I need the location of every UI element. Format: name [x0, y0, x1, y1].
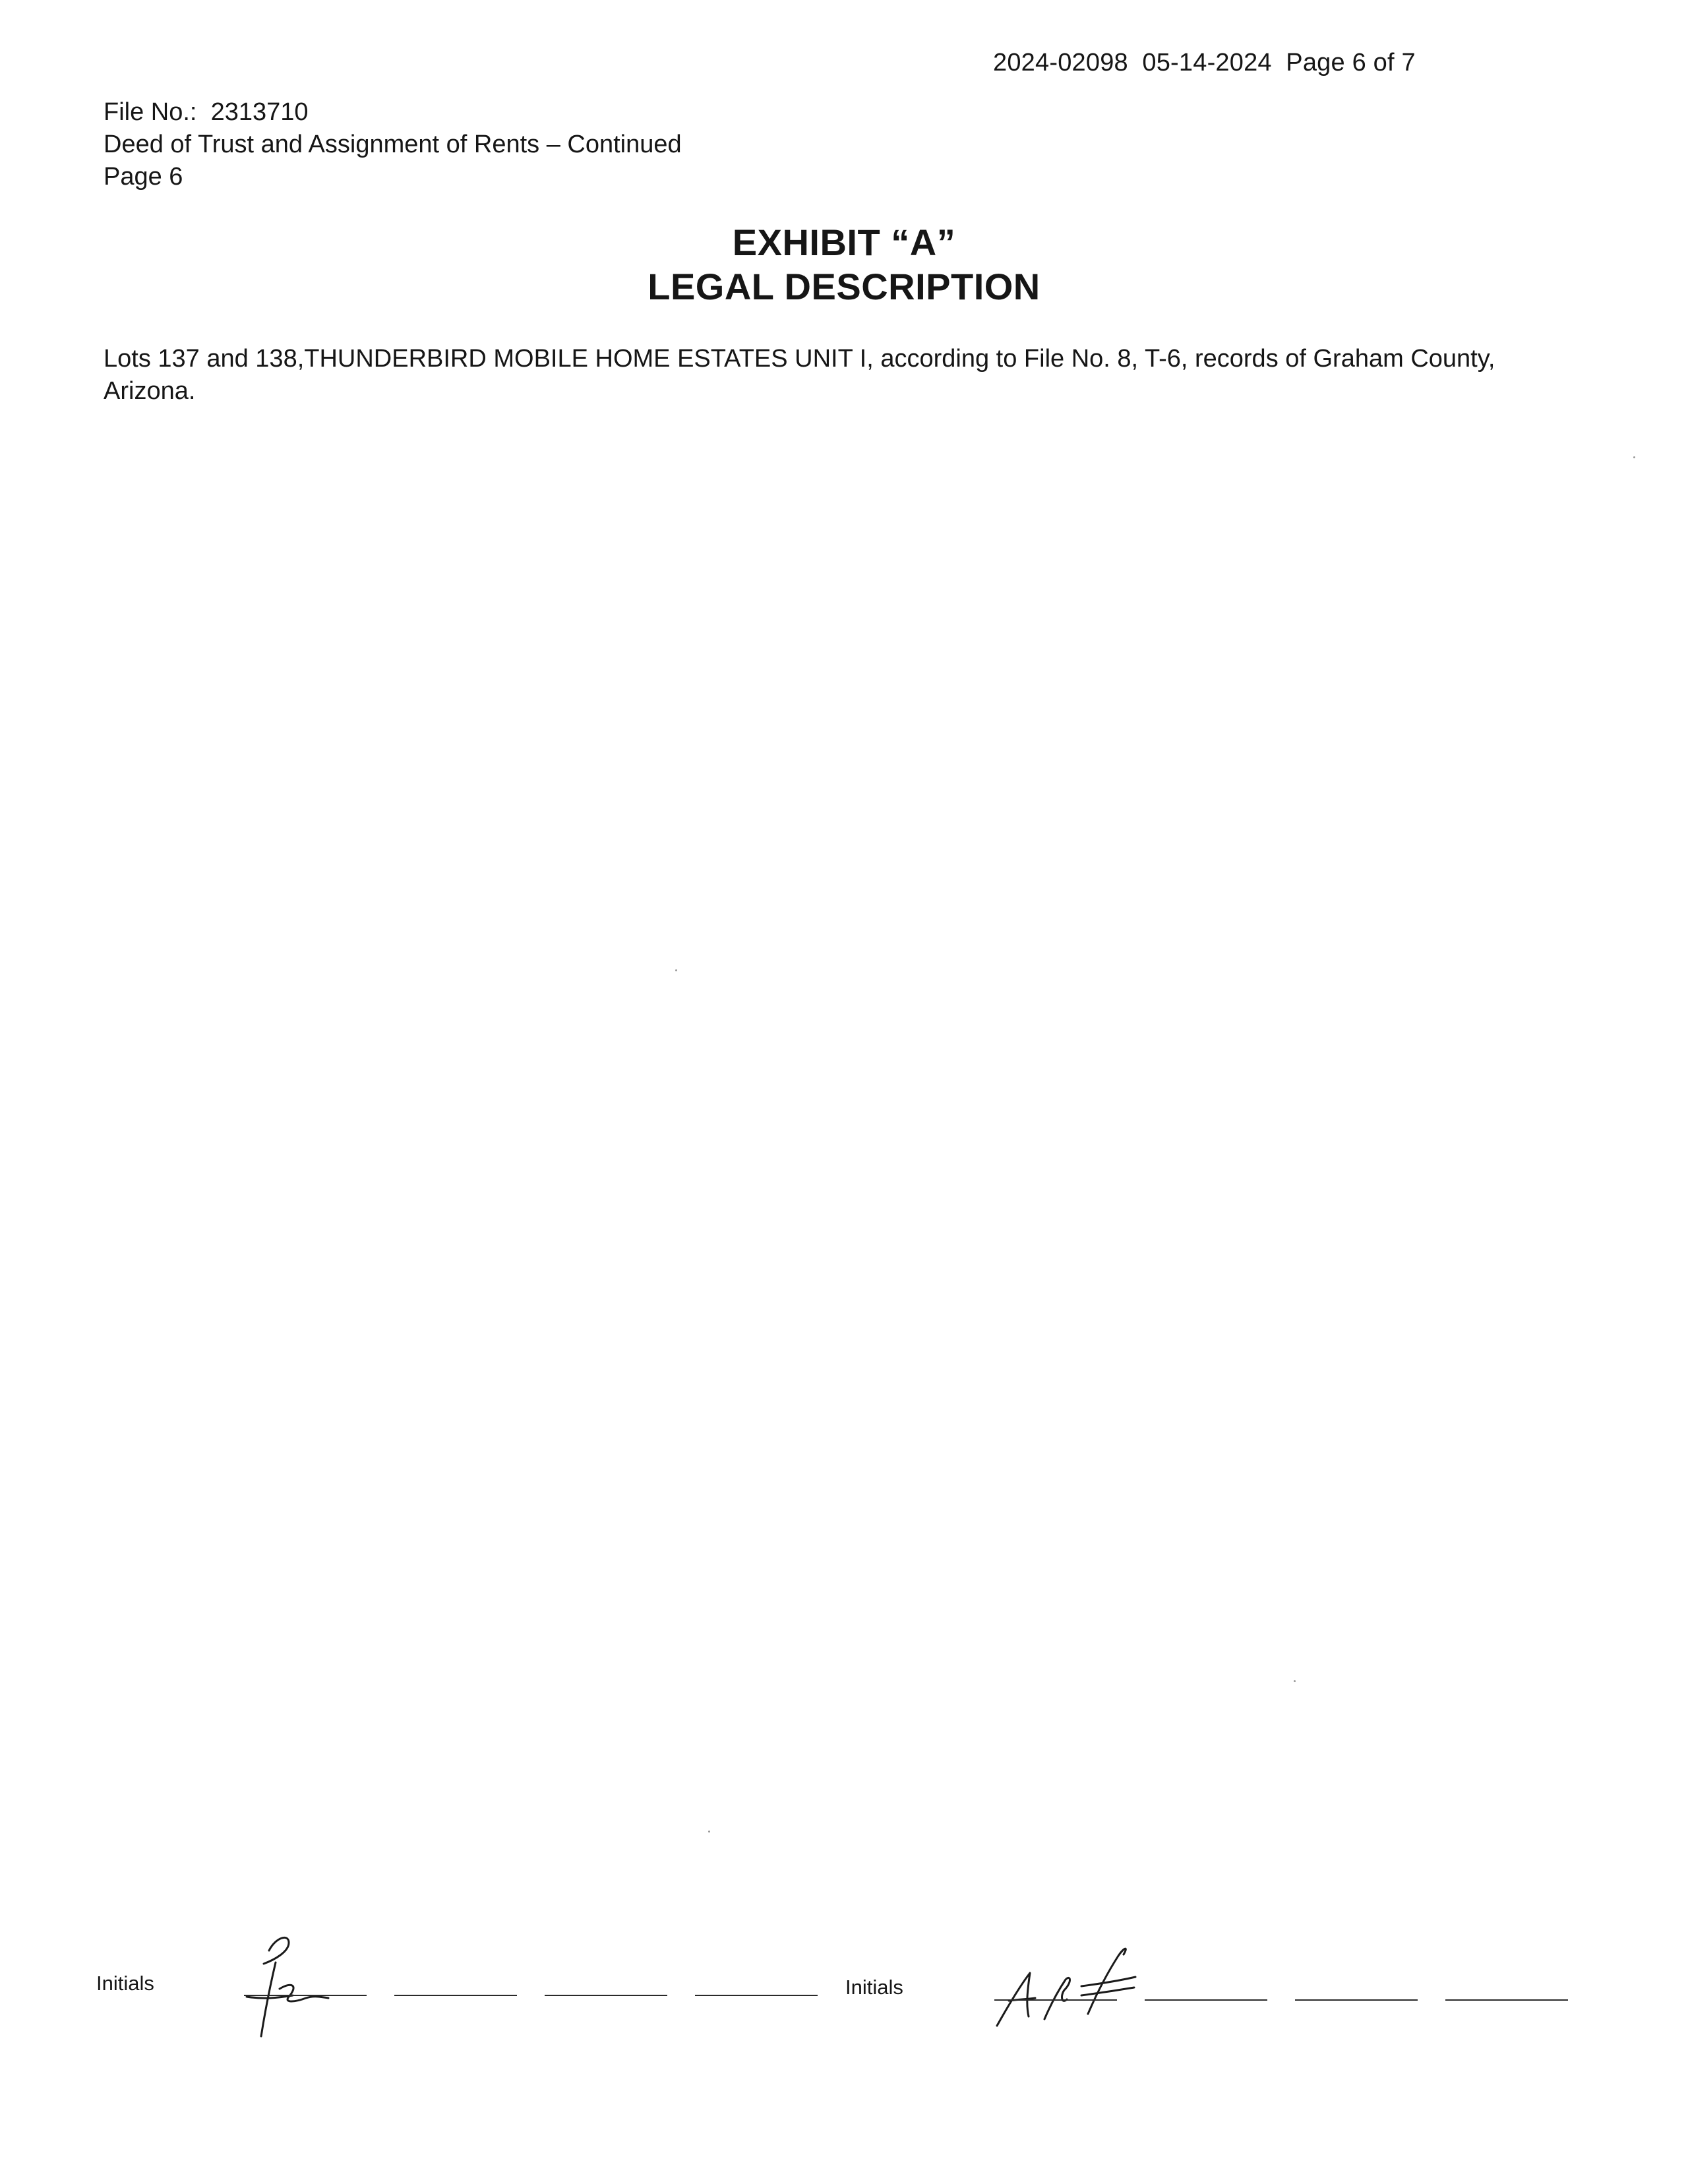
initials-line — [1445, 1999, 1568, 2001]
legal-description-heading: LEGAL DESCRIPTION — [648, 266, 1040, 307]
recording-stamp: 2024-02098 05-14-2024 Page 6 of 7 — [993, 49, 1416, 76]
page-label: Page 6 — [104, 163, 183, 191]
initials-line — [394, 1995, 517, 1996]
left-initials-signature — [237, 1926, 330, 2044]
initials-line — [1145, 1999, 1267, 2001]
initials-line — [545, 1995, 667, 1996]
exhibit-heading — [0, 220, 1688, 309]
right-initials-label: Initials — [845, 1976, 903, 1999]
scan-speck — [1633, 456, 1635, 458]
initials-footer — [0, 1912, 1688, 2044]
scan-speck — [708, 1831, 710, 1833]
initials-line — [994, 1999, 1117, 2001]
legal-description-text: Lots 137 and 138,THUNDERBIRD MOBILE HOME ESTATES UNIT I, according to File No. 8, T-6, records of Graham County, Arizona. — [104, 345, 1495, 405]
exhibit-title: EXHIBIT “A” — [732, 222, 956, 263]
initials-line — [244, 1995, 367, 1996]
left-initials-label: Initials — [96, 1972, 154, 1995]
initials-line — [1295, 1999, 1418, 2001]
scan-speck — [675, 969, 677, 971]
document-title: Deed of Trust and Assignment of Rents – Continued — [104, 131, 682, 158]
file-header — [104, 96, 682, 193]
file-number: File No.: 2313710 — [104, 98, 309, 126]
right-initials-signature — [989, 1932, 1141, 2031]
initials-line — [695, 1995, 818, 1996]
scan-speck — [1294, 1680, 1296, 1682]
